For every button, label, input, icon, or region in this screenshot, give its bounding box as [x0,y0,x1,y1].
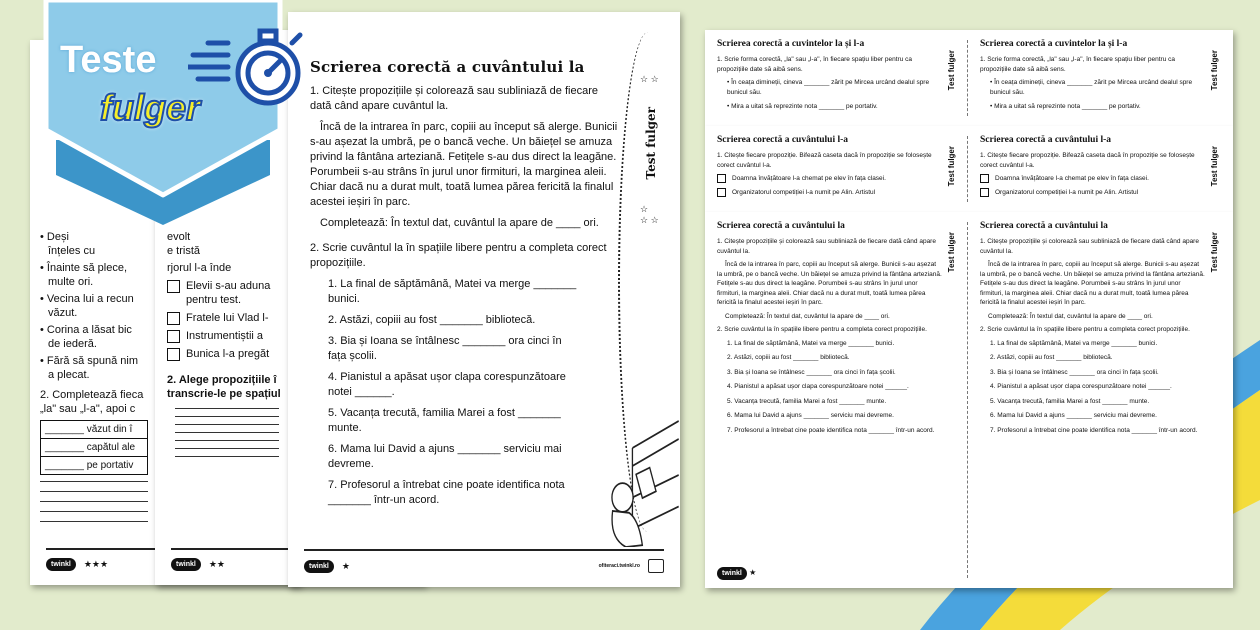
check-label: Doamna învățătoare l-a chemat pe elev în fața clasei. [732,175,886,183]
star-icon: ☆ ☆ ☆ [640,204,659,225]
bullet: Fără să spună nim [46,355,139,367]
bullet-cont: multe ori. [48,276,94,288]
table-row: _______ capătul ale [41,439,147,457]
checkbox[interactable] [980,174,989,183]
question-2-cont: transcrie-le pe spațiul [167,388,281,400]
twinkl-logo: twinkl [717,567,747,580]
list-item: 7. Profesorul a întrebat cine poate identifica nota _______ într-un acord. [990,426,1198,434]
check-label: Bunica l-a pregăt [186,348,270,360]
card-title: Scrierea corectă a cuvintelor la și l-a [980,39,1128,49]
list-item: 2. Astăzi, copiii au fost _______ bibliotecă. [328,314,536,326]
checkbox[interactable] [167,348,180,361]
list-item: 7. Profesorul a întrebat cine poate identifica nota _______ într-un acord. [727,426,935,434]
check-label: Fratele lui Vlad l- [186,312,269,324]
twinkl-logo: twinkl [304,560,334,573]
check-label: Instrumentiștii a [186,330,264,342]
card-bullet: • În ceața dimineții, cineva _______ zărit pe Mircea urcând dealul spre bunicul său. [990,79,1193,96]
checkbox[interactable] [717,174,726,183]
card-title: Scrierea corectă a cuvântului la [717,221,845,231]
side-label: Test fulger [946,146,956,187]
checkbox[interactable] [167,330,180,343]
card-l-a [705,126,1233,212]
list-item: 2. Astăzi, copiii au fost _______ bibliotecă. [990,354,1113,361]
question-2: 2. Scrie cuvântul la în spațiile libere pentru a completa corect propozițiile. [310,242,607,269]
check-label: Elevii s-au aduna [186,280,271,292]
card-bullet: • Mira a uitat să reprezinte nota _______ pe portativ. [727,103,878,110]
list-item: 3. Bia și Ioana se întâlnesc _______ ora cinci în fața școlii. [328,335,562,362]
card-question: 2. Scrie cuvântul la în spațiile libere pentru a completa corect propozițiile. [980,326,1190,333]
bullet-cont: de iederă. [48,338,97,350]
check-label: Organizatorul competiției l-a numit pe Alin. Artistul [995,188,1139,196]
list-item: 3. Bia și Ioana se întâlnesc _______ ora cinci în fața școlii. [990,368,1159,376]
side-label: Test fulger [1209,50,1219,91]
bullet-cont: a plecat. [48,369,90,381]
card-paragraph: Încă de la intrarea în parc, copiii au început să alerge. Bunicii s-au așezat la umbră, pe o bancă veche. Un băiețel se amuza privind la fântâna arteziană. Fetițele s-au dus direct la leagăne. Porumbeii s-au strâns în jurul unor firmituri, la marginea aleii. Chiar dacă nu a durat mult, toată lumea părea fericită la finalul acestei ieșiri în parc. [717,261,942,306]
list-item: 6. Mama lui David a ajuns _______ serviciu mai devreme. [727,412,894,419]
twinkl-logo: twinkl [46,558,76,571]
bullet: Înainte să plece, [46,262,128,274]
list-item: 4. Pianistul a apăsat ușor clapa corespunzătoare notei ______. [990,383,1172,390]
banner-title-fulger: fulger [100,87,201,128]
twinkl-logo: twinkl [171,558,201,571]
card-title: Scrierea corectă a cuvântului la [980,221,1108,231]
fill-table [40,420,148,475]
list-item: 5. Vacanța trecută, familia Marei a fost _______ munte. [990,397,1150,405]
difficulty-stars: ★★★ [83,559,109,569]
bullet-cont: văzut. [48,307,78,319]
side-label: Test fulger [1209,232,1219,273]
card-question: 2. Scrie cuvântul la în spațiile libere pentru a completa corect propozițiile. [717,326,927,333]
side-label: Test fulger [1209,146,1219,187]
worksheet-title: Scrierea corectă a cuvântului la [310,58,585,76]
checkbox[interactable] [167,280,180,293]
list-item: 1. La final de săptămână, Matei va merge _______ bunici. [328,278,577,305]
bullet-list: • Deși înțeles cu • Înainte să plece, multe ori. • Vecina lui a recun văzut. • Corina a lăsat bic de iederă. • Fără să spună nim a plecat. 2. Completează fieca „la" sau „l-a", apoi c _______ văzut din î _______ capătul ale _______ pe portativ [40,230,152,531]
stopwatch-icon [188,5,318,115]
checkbox[interactable] [717,188,726,197]
list-item: 4. Pianistul a apăsat ușor clapa corespunzătoare notei ______. [727,383,909,390]
question-2: 2. Alege propozițiile î [167,374,277,386]
question-1: 1. Citește propozițiile și colorează sau subliniază de fiecare dată când apare cuvântul la. [310,85,598,112]
card-question: 1. Citește fiecare propoziție. Bifează caseta dacă în propoziție se folosește corect cuvântul l-a. [980,152,1195,169]
difficulty-stars: ★ [749,567,757,577]
list-item: 1. La final de săptămână, Matei va merge _______ bunici. [727,339,895,347]
teste-fulger-banner [38,0,298,225]
bullet: Deși [46,231,69,243]
card-la-si-l-a [705,30,1233,126]
card-bullet: • Mira a uitat să reprezinte nota _______ pe portativ. [990,103,1141,110]
list-item: 2. Astăzi, copiii au fost _______ bibliotecă. [727,354,850,361]
complete-prompt: Completează: În textul dat, cuvântul la apare de ____ ori. [320,217,599,229]
card-question: 1. Citește propozițiile și colorează sau subliniază de fiecare dată când apare cuvântul la. [717,238,936,255]
bullet: Vecina lui a recun [46,293,134,305]
star-icon: ☆ ☆ [640,74,659,84]
card-title: Scrierea corectă a cuvântului l-a [717,135,849,145]
card-complete: Completează: În textul dat, cuvântul la apare de ____ ori. [988,312,1153,320]
banner-title-teste: Teste [60,39,157,81]
bullet: Corina a lăsat bic [46,324,132,336]
checkbox[interactable] [167,312,180,325]
check-label: Doamna învățătoare l-a chemat pe elev în fața clasei. [995,175,1149,183]
check-label: Organizatorul competiției l-a numit pe Alin. Artistul [732,188,876,196]
reading-paragraph: Încă de la intrarea în parc, copiii au început să alerge. Bunicii s-au așezat la umbră, pe o bancă veche. Un băiețel se amuza privind la fântâna arteziană. Fetițele s-au dus direct la leagăne. Porumbeii s-au strâns în jurul unor firmituri, la marginea aleii. Chiar dacă nu a durat mult, toată lumea părea fericită la finalul acestei ieșiri în parc. [310,121,618,208]
girl-bookshelf-illustration [606,412,680,547]
side-label: Test fulger [946,232,956,273]
card-question: 1. Scrie forma corectă, „la" sau „l-a", în fiecare spațiu liber pentru ca propozițiile date să aibă sens. [980,56,1176,73]
side-label: Test fulger [644,107,658,180]
card-title: Scrierea corectă a cuvintelor la și l-a [717,39,865,49]
text-fragment: rjorul l-a înde [167,262,232,274]
check-label: pentru test. [186,294,242,306]
list-item: 6. Mama lui David a ajuns _______ serviciu mai devreme. [990,412,1157,419]
difficulty-stars: ★★ [208,559,225,569]
worksheet-cards-sheet [705,30,1233,588]
list-item: 4. Pianistul a apăsat ușor clapa corespunzătoare notei ______. [328,371,566,398]
question-2-cont: „la" sau „l-a", apoi c [40,403,136,415]
side-label: Test fulger [946,50,956,91]
text-fragment: e tristă [167,245,201,257]
card-question: 1. Citește propozițiile și colorează sau subliniază de fiecare dată când apare cuvântul la. [980,238,1199,255]
card-la [705,212,1233,588]
card-complete: Completează: În textul dat, cuvântul la apare de ____ ori. [725,312,890,320]
card-bullet: • În ceața dimineții, cineva _______ zărit pe Mircea urcând dealul spre bunicul său. [727,79,930,96]
list-item: 3. Bia și Ioana se întâlnesc _______ ora cinci în fața școlii. [727,368,896,376]
badge-icon [648,559,664,573]
list-item: 5. Vacanța trecută, familia Marei a fost _______ munte. [328,407,561,434]
table-row: _______ pe portativ [45,460,134,471]
page-footer [304,549,664,573]
footer-url: ofiteraci.twinkl.ro [598,563,640,569]
list-item: 7. Profesorul a întrebat cine poate identifica nota _______ într-un acord. [328,479,565,506]
difficulty-stars: ★ [341,560,350,571]
card-paragraph: Încă de la intrarea în parc, copiii au început să alerge. Bunicii s-au așezat la umbră, pe o bancă veche. Un băiețel se amuza privind la fântâna arteziană. Fetițele s-au dus direct la leagăne. Porumbeii s-au strâns în jurul unor firmituri, la marginea aleii. Chiar dacă nu a durat mult, toată lumea părea fericită la finalul acestei ieșiri în parc. [980,261,1205,306]
worksheet-one-star [288,12,680,587]
checkbox[interactable] [980,188,989,197]
question-2: 2. Completează fieca [40,389,144,401]
card-question: 1. Citește fiecare propoziție. Bifează caseta dacă în propoziție se folosește corect cuvântul l-a. [717,152,932,169]
table-row: _______ văzut din î [41,421,147,439]
list-item: 5. Vacanța trecută, familia Marei a fost _______ munte. [727,397,887,405]
card-title: Scrierea corectă a cuvântului l-a [980,135,1112,145]
card-question: 1. Scrie forma corectă, „la" sau „l-a", în fiecare spațiu liber pentru ca propozițiile date să aibă sens. [717,56,913,73]
list-item: 6. Mama lui David a ajuns _______ serviciu mai devreme. [328,443,562,470]
bullet-cont: înțeles cu [48,245,96,257]
text-fragment: evolt [167,231,191,243]
list-item: 1. La final de săptămână, Matei va merge _______ bunici. [990,339,1158,347]
